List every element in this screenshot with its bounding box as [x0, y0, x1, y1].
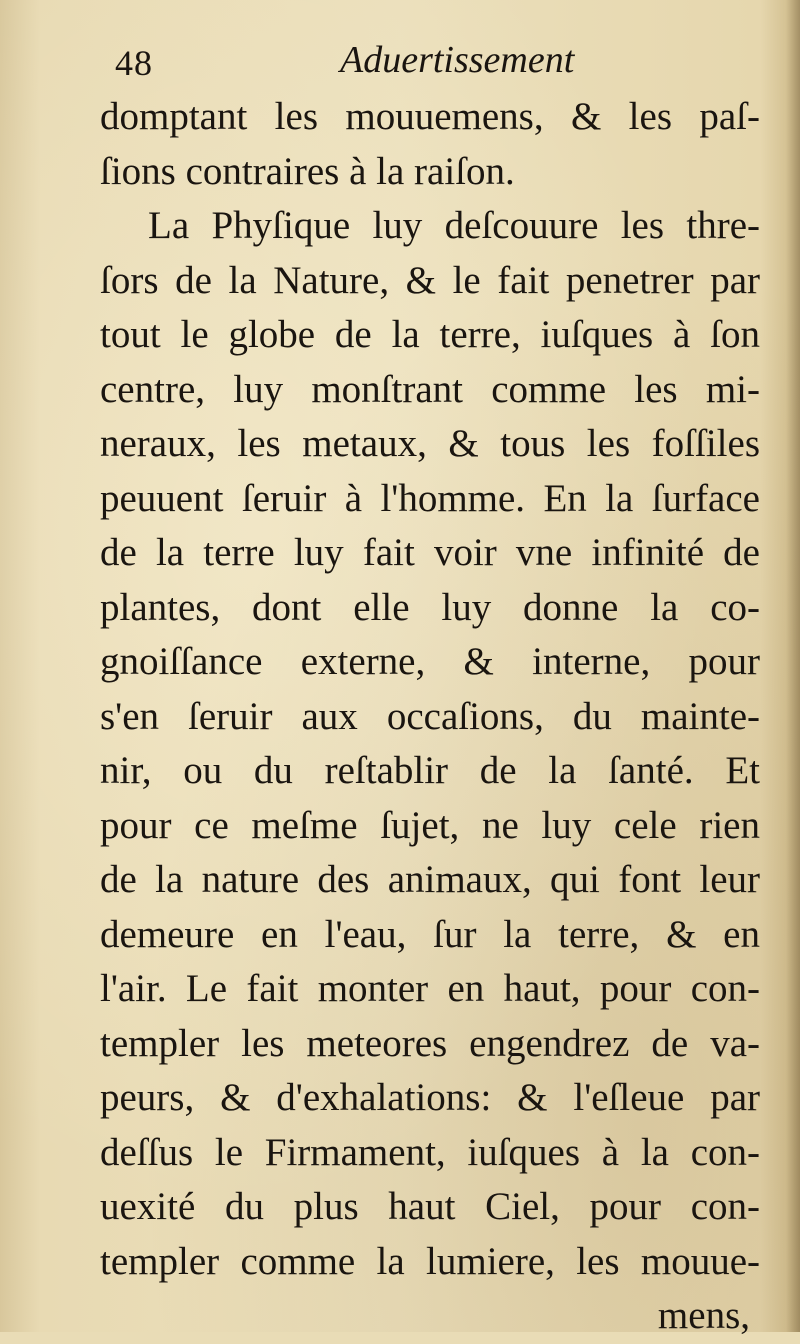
text-line: domptant les mouuemens, & les paſ- — [100, 95, 760, 138]
text-line: peuuent ſeruir à l'homme. En la ſurface — [100, 476, 760, 520]
text-line: plantes, dont elle luy donne la co- — [100, 585, 760, 629]
text-line: centre, luy monſtrant comme les mi- — [100, 367, 760, 411]
page-edge-shadow — [786, 0, 800, 1332]
text-line: pour ce meſme ſujet, ne luy cele rien — [100, 803, 760, 847]
body-text — [100, 90, 760, 1344]
text-line: ſions contraires à la raiſon. — [100, 149, 515, 193]
text-line: La Phyſique luy deſcouure les thre- — [148, 204, 760, 247]
text-line: templer comme la lumiere, les mouue- — [100, 1239, 760, 1283]
text-line: peurs, & d'exhalations: & l'eſleue par — [100, 1076, 760, 1119]
text-line: templer les meteores engendrez de va- — [100, 1021, 760, 1065]
text-line: de la terre luy fait voir vne infinité de — [100, 531, 760, 574]
text-line: uexité du plus haut Ciel, pour con- — [100, 1185, 760, 1228]
text-line: deſſus le Firmament, iuſques à la con- — [100, 1130, 760, 1174]
text-line: l'air. Le fait monter en haut, pour con- — [100, 967, 760, 1010]
text-line: tout le globe de la terre, iuſques à ſon — [100, 313, 760, 356]
text-line: neraux, les metaux, & tous les foſſiles — [100, 422, 760, 465]
running-title: Aduertissement — [340, 39, 575, 81]
text-line: demeure en l'eau, ſur la terre, & en — [100, 912, 760, 956]
running-head — [115, 38, 755, 88]
text-line: ſors de la Nature, & le fait penetrer par — [100, 258, 760, 302]
text-line: nir, ou du reſtablir de la ſanté. Et — [100, 749, 760, 792]
catchword: mens, — [657, 1294, 750, 1337]
text-line: s'en ſeruir aux occaſions, du mainte- — [100, 694, 760, 738]
text-line: de la nature des animaux, qui font leur — [100, 858, 760, 901]
text-line: gnoiſſance externe, & interne, pour — [100, 640, 760, 683]
page-number: 48 — [115, 43, 153, 83]
